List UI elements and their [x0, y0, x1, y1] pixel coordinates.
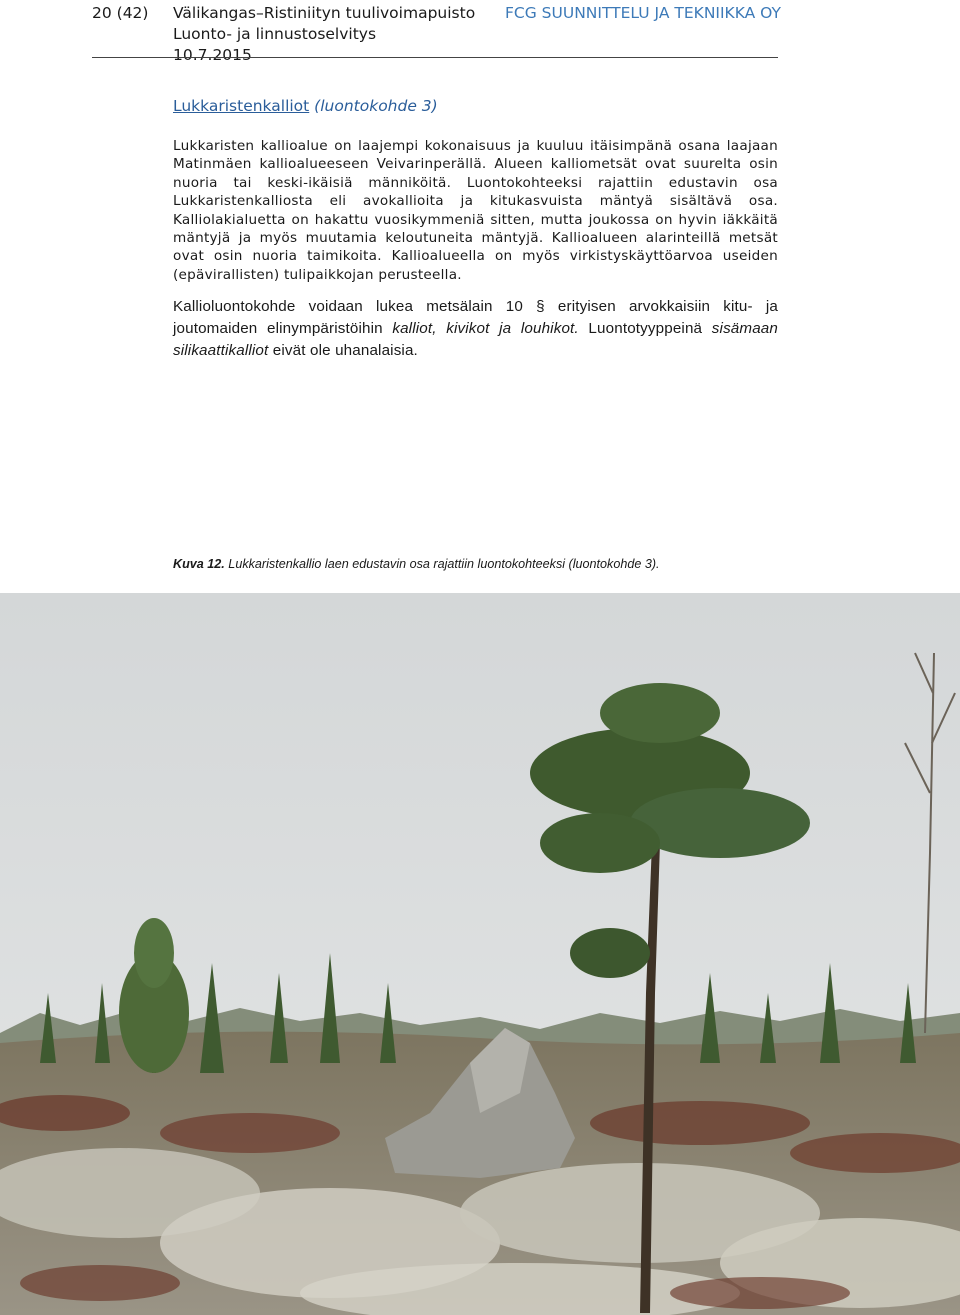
report-date: 10.7.2015 [173, 46, 252, 64]
paragraph-2-text-3: eivät ole uhanalaisia. [268, 342, 418, 359]
report-name: Luonto- ja linnustoselvitys [173, 25, 377, 43]
figure-caption [173, 555, 660, 573]
company-name: FCG SUUNNITTELU JA TEKNIIKKA OY [505, 4, 781, 22]
caption-label: Kuva 12. [173, 557, 225, 571]
body-paragraph-1: Lukkaristen kallioalue on laajempi kokonaisuus ja kuuluu itäisimpänä osana laajaan Matinmäen kallioalueeseen Veivarinperällä. Alueen kalliometsät ovat suurelta osin nuoria tai keski-ikäisiä männiköitä. Luontokohteeksi rajattiin edustavin osa Lukkaristenkalliosta eli avokallioita ja kitukasvuista mäntyä sisältävä osa. Kalliolakialuetta on hakattu vuosikymmeniä sitten, mutta joukossa on hyvin iäkkäitä mäntyjä ja myös muutamia keloutuneita mäntyjä. Kallioalueen alarinteillä metsät ovat osin nuoria taimikoita. Kallioalueella on myös virkistyskäyttöarvoa useiden (epävirallisten) tulipaikkojan perusteella. [173, 138, 778, 283]
header-divider [92, 57, 778, 58]
project-name: Välikangas–Ristiniityn tuulivoimapuisto [173, 4, 476, 22]
section-heading [173, 96, 438, 116]
caption-text: Lukkaristenkallio laen edustavin osa rajattiin luontokohteeksi (luontokohde 3). [224, 557, 660, 571]
body-paragraph-2 [173, 296, 778, 362]
paragraph-2-text-1: Kallioluontokohde voidaan lukea metsälain 10 § erityisen arvokkaisiin kitu- ja joutomaiden elinympäristöihin [173, 298, 778, 337]
paragraph-2-italic-2: sisämaan silikaattikalliot [173, 320, 778, 359]
page-number: 20 (42) [92, 4, 149, 22]
landscape-photo [0, 593, 960, 1315]
paragraph-2-text-2: Luontotyyppeinä [578, 320, 712, 337]
section-heading-link[interactable]: Lukkaristenkalliot [173, 97, 310, 115]
paragraph-2-italic-1: kalliot, kivikot ja louhikot. [392, 320, 579, 337]
section-heading-suffix: (luontokohde 3) [309, 97, 438, 115]
